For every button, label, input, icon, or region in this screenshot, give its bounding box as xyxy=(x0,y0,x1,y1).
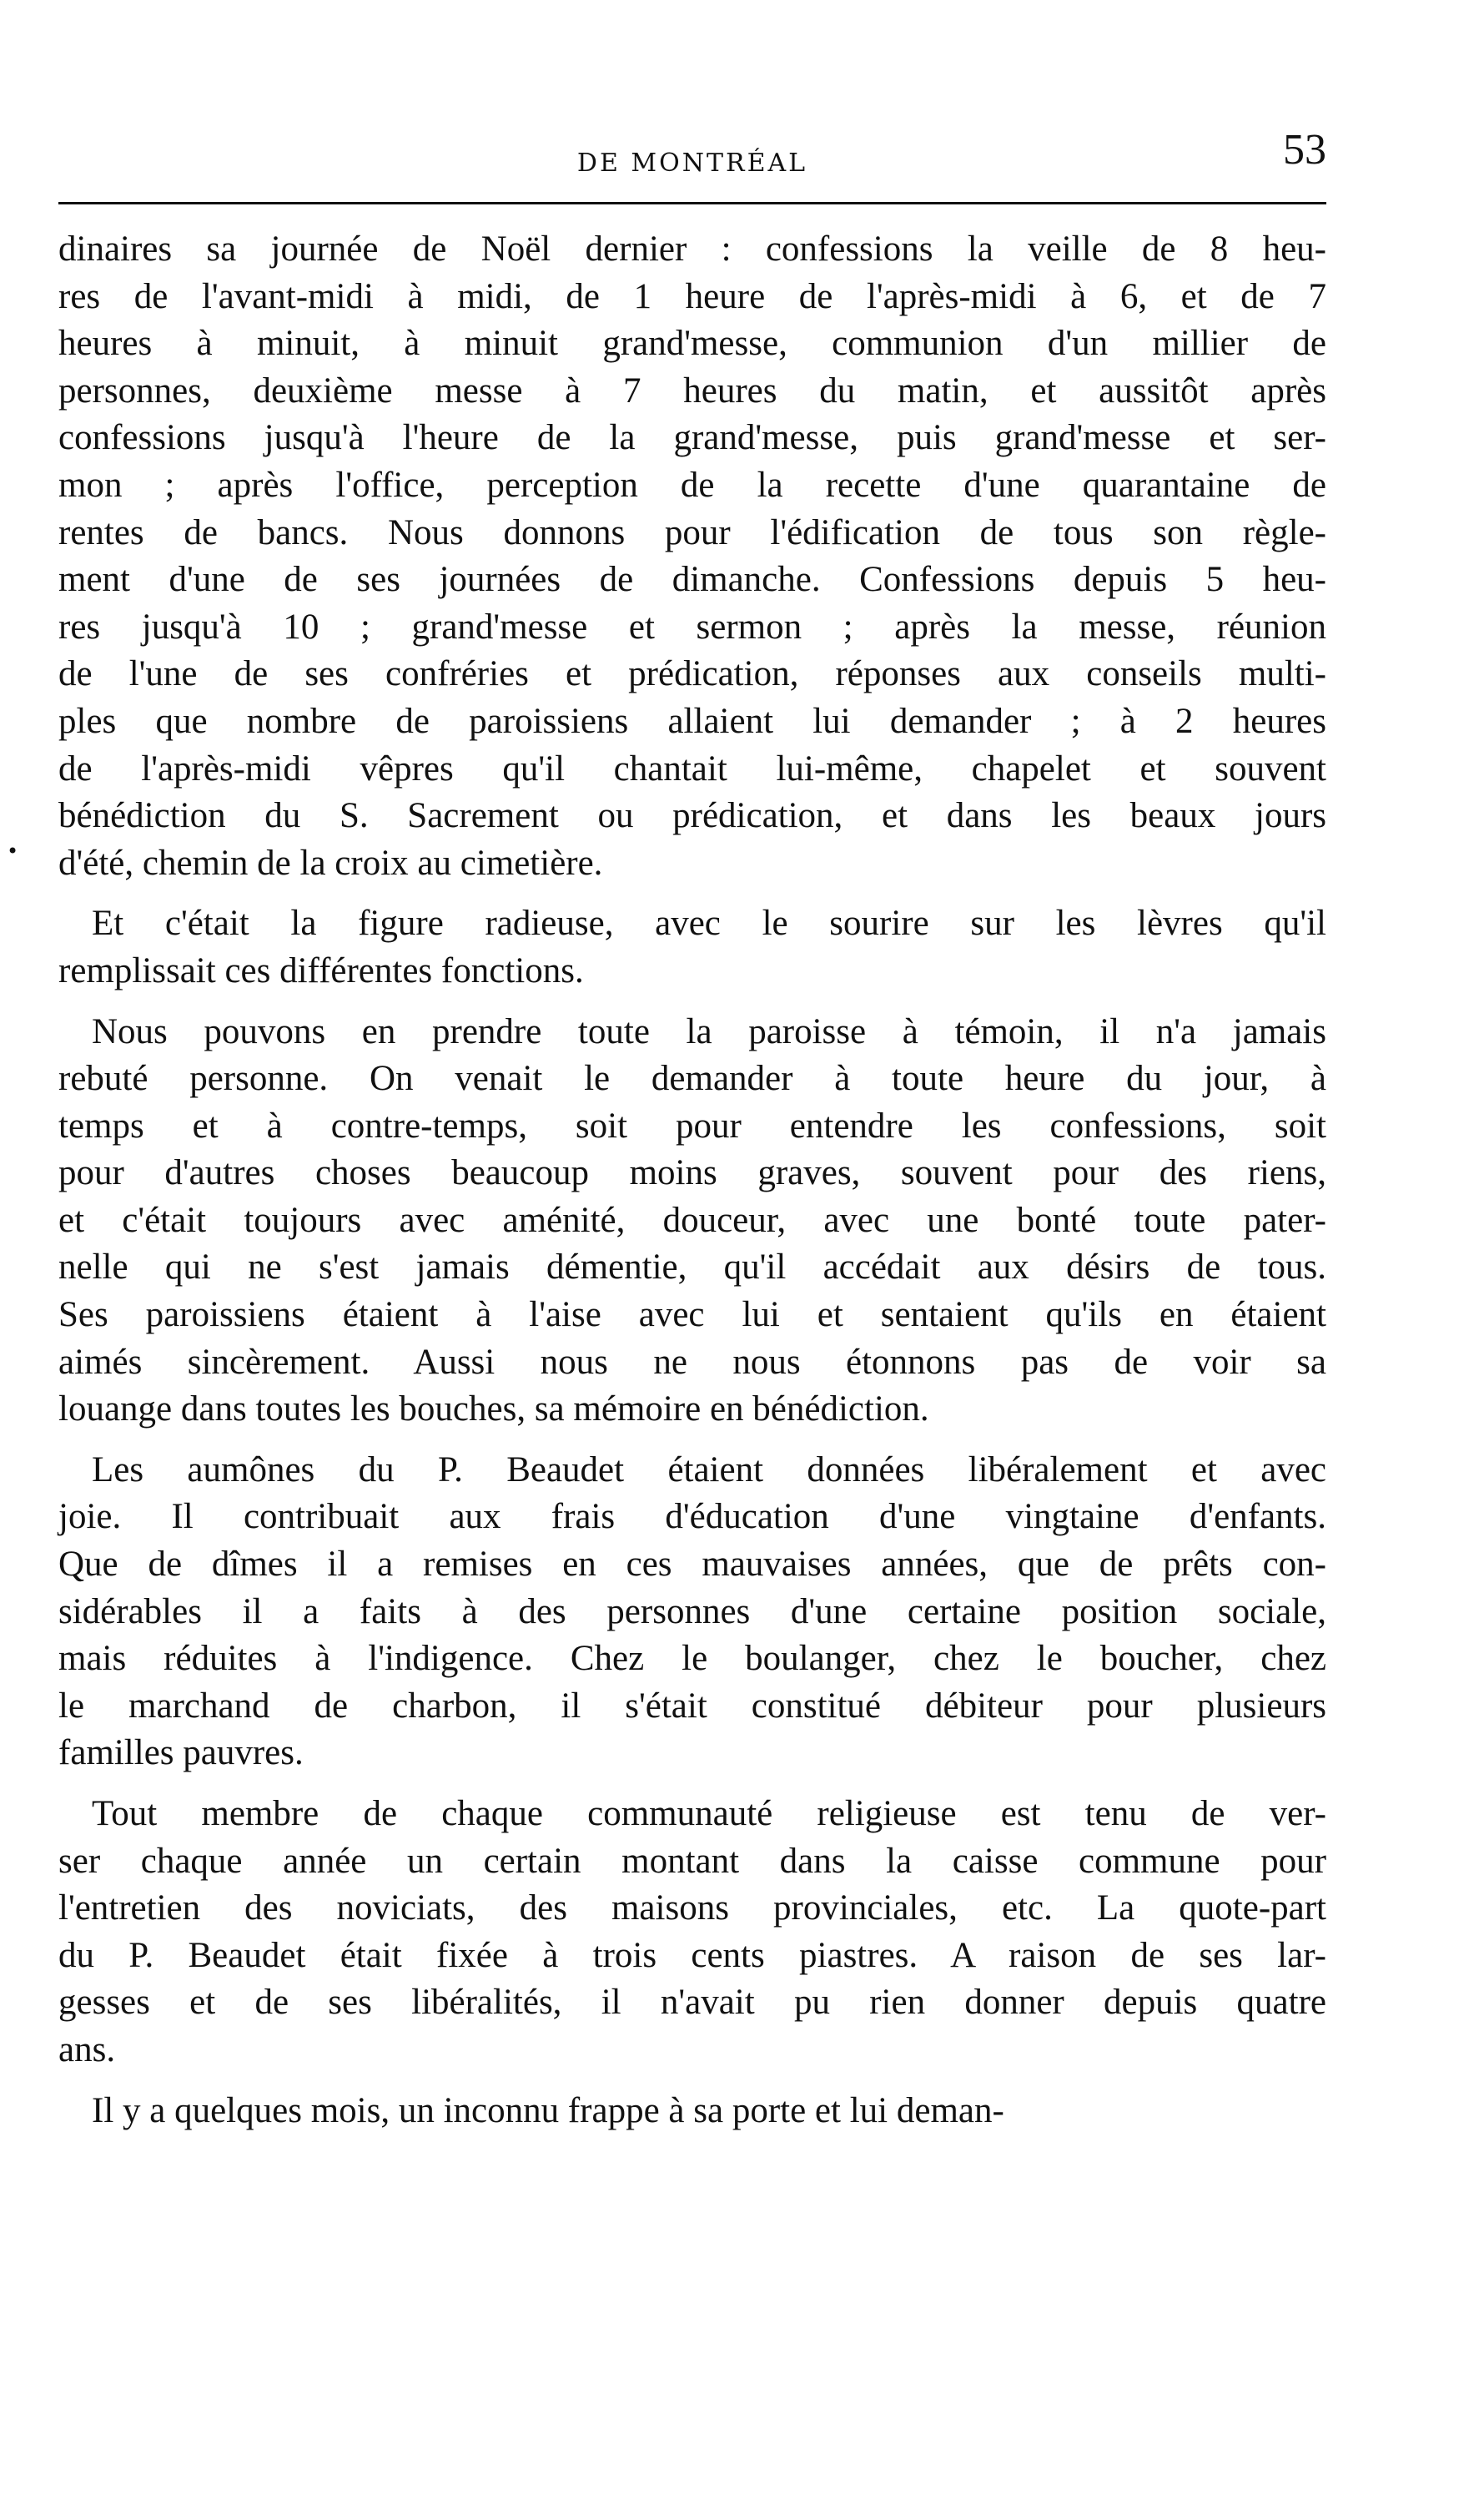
text-line: du P. Beaudet était fixée à trois cents piastres. A raison de ses lar- xyxy=(58,1935,1326,1975)
text-line: d'été, chemin de la croix au cimetière. xyxy=(58,843,603,883)
text-line: Ses paroissiens étaient à l'aise avec lui et sentaient qu'ils en étaient xyxy=(58,1295,1326,1335)
text-line: rentes de bancs. Nous donnons pour l'édification de tous son règle- xyxy=(58,512,1326,552)
text-line: mais réduites à l'indigence. Chez le boulanger, chez le boucher, chez xyxy=(58,1639,1326,1679)
text-line: l'entretien des noviciats, des maisons provinciales, etc. La quote-part xyxy=(58,1888,1326,1928)
text-line: res de l'avant-midi à midi, de 1 heure de l'après-midi à 6, et de 7 xyxy=(58,276,1326,316)
running-title: DE MONTRÉAL xyxy=(576,149,808,178)
text-line: joie. Il contribuait aux frais d'éducation d'une vingtaine d'enfants. xyxy=(58,1497,1326,1537)
book-page xyxy=(58,125,1326,2462)
text-line: de l'après-midi vêpres qu'il chantait lui-même, chapelet et souvent xyxy=(58,748,1326,789)
text-line: Que de dîmes il a remises en ces mauvaises années, que de prêts con- xyxy=(58,1545,1326,1585)
paragraph-p2 xyxy=(58,900,1326,995)
page-number: 53 xyxy=(1283,126,1326,174)
text-line: rebuté personne. On venait le demander à toute heure du jour, à xyxy=(58,1059,1326,1099)
text-line: aimés sincèrement. Aussi nous ne nous étonnons pas de voir sa xyxy=(58,1342,1326,1382)
paragraph-p6 xyxy=(58,2088,1326,2135)
text-line: pour d'autres choses beaucoup moins graves, souvent pour des riens, xyxy=(58,1153,1326,1193)
text-line: de l'une de ses confréries et prédication, réponses aux conseils multi- xyxy=(58,654,1326,694)
margin-dot: • xyxy=(7,839,19,863)
text-line: Tout membre de chaque communauté religieuse est tenu de ver- xyxy=(92,1794,1326,1833)
text-line: gesses et de ses libéralités, il n'avait pu rien donner depuis quatre xyxy=(58,1983,1326,2023)
text-line: confessions jusqu'à l'heure de la grand'messe, puis grand'messe et ser- xyxy=(58,418,1326,458)
text-line: ment d'une de ses journées de dimanche. Confessions depuis 5 heu- xyxy=(58,560,1326,600)
text-line: et c'était toujours avec aménité, douceur, avec une bonté toute pater- xyxy=(58,1200,1326,1240)
text-line: Nous pouvons en prendre toute la paroisse à témoin, il n'a jamais xyxy=(92,1011,1326,1051)
text-line: Et c'était la figure radieuse, avec le sourire sur les lèvres qu'il xyxy=(92,904,1326,944)
paragraph-p3 xyxy=(58,1009,1326,1434)
text-line: louange dans toutes les bouches, sa mémoire en bénédiction. xyxy=(58,1389,929,1429)
text-line: mon ; après l'office, perception de la recette d'une quarantaine de xyxy=(58,465,1326,505)
text-line: nelle qui ne s'est jamais démentie, qu'il accédait aux désirs de tous. xyxy=(58,1247,1326,1288)
text-line: res jusqu'à 10 ; grand'messe et sermon ; après la messe, réunion xyxy=(58,607,1326,647)
text-line: sidérables il a faits à des personnes d'une certaine position sociale, xyxy=(58,1591,1326,1631)
text-line: bénédiction du S. Sacrement ou prédication, et dans les beaux jours xyxy=(58,796,1326,836)
running-header xyxy=(58,125,1326,184)
text-line: ples que nombre de paroissiens allaient lui demander ; à 2 heures xyxy=(58,701,1326,741)
text-line: temps et à contre-temps, soit pour entendre les confessions, soit xyxy=(58,1106,1326,1146)
text-line: le marchand de charbon, il s'était constitué débiteur pour plusieurs xyxy=(58,1686,1326,1726)
paragraph-p1 xyxy=(58,226,1326,887)
body-text xyxy=(58,226,1326,2134)
text-line: personnes, deuxième messe à 7 heures du matin, et aussitôt après xyxy=(58,370,1326,411)
text-line: remplissait ces différentes fonctions. xyxy=(58,950,584,990)
text-line: dinaires sa journée de Noël dernier : confessions la veille de 8 heu- xyxy=(58,229,1326,269)
text-line: ans. xyxy=(58,2029,116,2069)
paragraph-p5 xyxy=(58,1791,1326,2074)
text-line: familles pauvres. xyxy=(58,1733,304,1773)
header-rule xyxy=(58,202,1326,204)
paragraph-p4 xyxy=(58,1447,1326,1777)
text-line: heures à minuit, à minuit grand'messe, communion d'un millier de xyxy=(58,324,1326,364)
text-line: ser chaque année un certain montant dans la caisse commune pour xyxy=(58,1841,1326,1881)
text-line: Il y a quelques mois, un inconnu frappe à sa porte et lui deman- xyxy=(92,2090,1004,2130)
text-line: Les aumônes du P. Beaudet étaient données libéralement et avec xyxy=(92,1449,1326,1489)
